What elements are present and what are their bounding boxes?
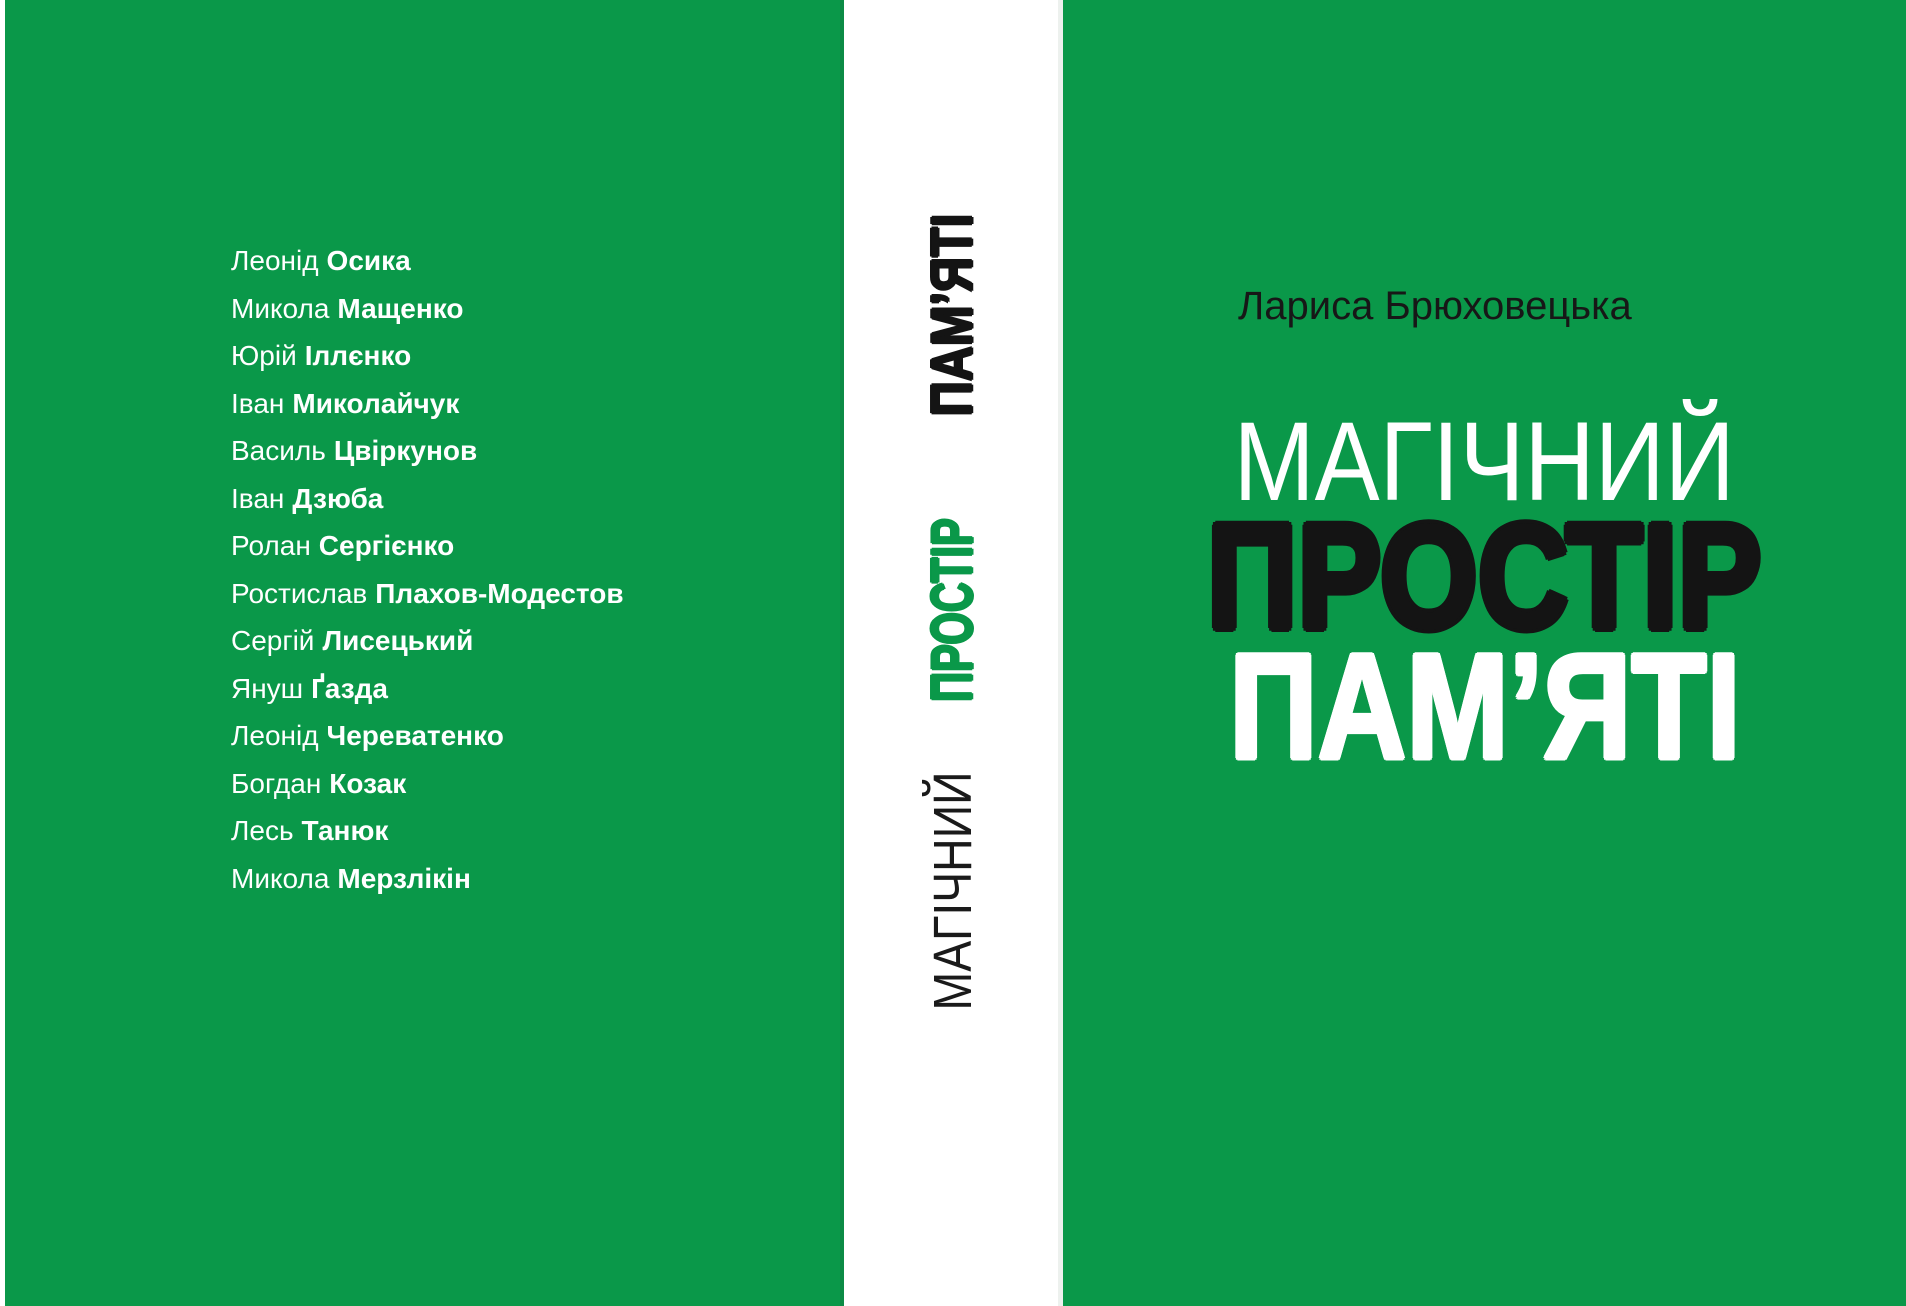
- list-item: [231, 475, 624, 523]
- book-title-word-pamyati: ПАМ’ЯТІ: [1228, 622, 1741, 790]
- first-name: Сергій: [231, 625, 315, 656]
- last-name: Сергієнко: [318, 530, 455, 561]
- last-name: Череватенко: [326, 720, 504, 751]
- last-name: Мащенко: [337, 292, 464, 324]
- first-name: Януш: [231, 672, 304, 704]
- spine-title-word-mahichnyi: МАГІЧНИЙ: [923, 771, 983, 1011]
- list-item: [231, 570, 624, 618]
- last-name: Миколайчук: [292, 387, 460, 419]
- last-name: Ґазда: [311, 672, 388, 704]
- first-name: Ролан: [231, 530, 311, 561]
- book-title-line-3: [1063, 622, 1906, 790]
- last-name: Осика: [326, 245, 411, 276]
- list-item: [231, 427, 624, 475]
- first-name: Лесь: [231, 815, 294, 846]
- first-name: Іван: [231, 387, 285, 419]
- first-name: Микола: [231, 862, 330, 894]
- first-name: Леонід: [231, 720, 319, 751]
- first-name: Василь: [231, 435, 326, 466]
- last-name: Лисецький: [322, 625, 474, 656]
- list-item: [231, 760, 624, 808]
- last-name: Козак: [329, 767, 407, 799]
- last-name: Танюк: [301, 815, 389, 846]
- last-name: Плахов-Модестов: [375, 577, 624, 609]
- first-name: Ростислав: [231, 577, 368, 609]
- list-item: [231, 712, 624, 760]
- list-item: [231, 237, 624, 285]
- list-item: [231, 665, 624, 713]
- spine-title-word-prostir: ПРОСТІР: [920, 518, 985, 702]
- last-name: Іллєнко: [304, 340, 412, 371]
- first-name: Юрій: [231, 340, 297, 371]
- filmmakers-name-list: [231, 237, 624, 902]
- first-name: Микола: [231, 292, 330, 324]
- last-name: Мерзлікін: [337, 862, 471, 894]
- last-name: Дзюба: [292, 482, 384, 514]
- first-name: Іван: [231, 482, 285, 514]
- list-item: [231, 807, 624, 855]
- book-title-word-mahichnyi: МАГІЧНИЙ: [1233, 399, 1736, 524]
- list-item: [231, 332, 624, 380]
- list-item: [231, 522, 624, 570]
- first-name: Богдан: [231, 767, 322, 799]
- spine-title-word-pamyati: ПАМ’ЯТІ: [920, 213, 985, 417]
- list-item: [231, 855, 624, 903]
- book-title-word-prostir: ПРОСТІР: [1207, 492, 1762, 660]
- list-item: [231, 380, 624, 428]
- list-item: [231, 617, 624, 665]
- last-name: Цвіркунов: [333, 435, 478, 466]
- list-item: [231, 285, 624, 333]
- first-name: Леонід: [231, 245, 319, 276]
- author-name: Лариса Брюховецька: [1238, 284, 1632, 328]
